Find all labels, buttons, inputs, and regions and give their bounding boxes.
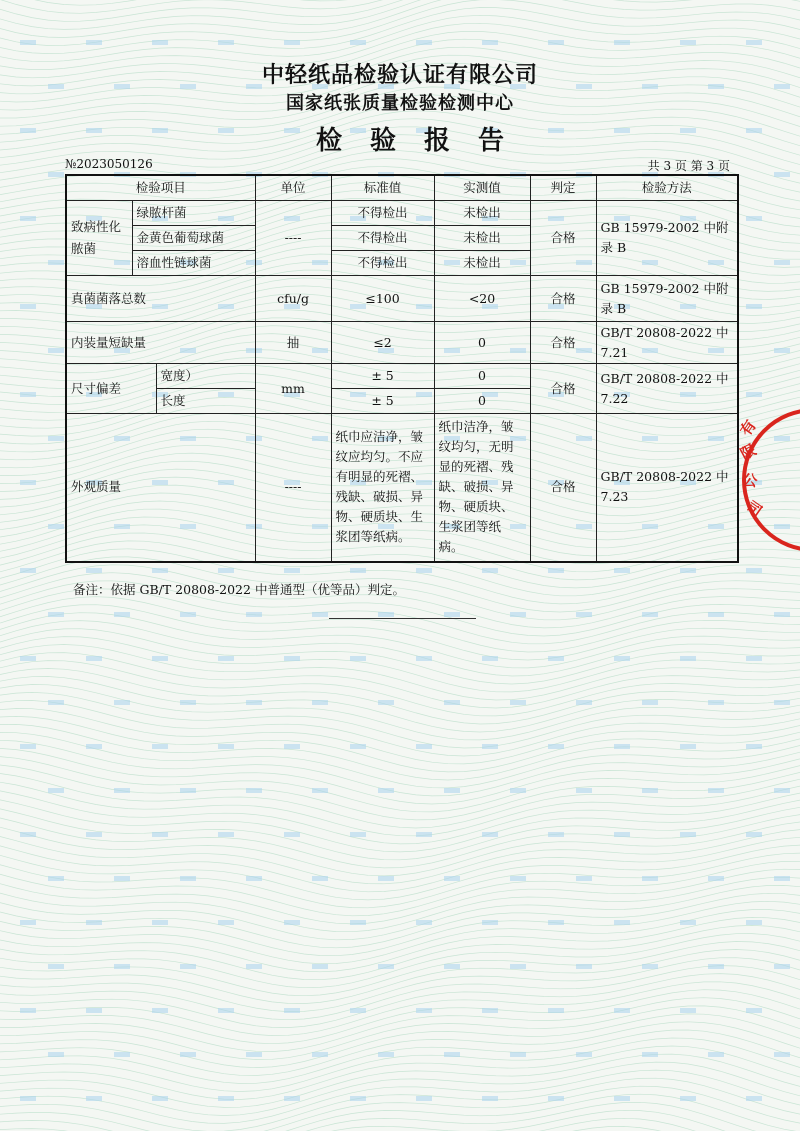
watermark-mark bbox=[48, 964, 64, 969]
row-label: 外观质量 bbox=[66, 414, 255, 562]
measured-cell: 未检出 bbox=[434, 201, 530, 226]
guilloche-line bbox=[0, 934, 800, 988]
watermark-mark bbox=[20, 920, 36, 925]
watermark-mark bbox=[642, 876, 658, 881]
watermark-mark bbox=[510, 788, 526, 793]
watermark-mark bbox=[48, 348, 64, 353]
watermark-mark bbox=[48, 788, 64, 793]
watermark-mark bbox=[86, 744, 102, 749]
watermark-mark bbox=[284, 920, 300, 925]
measured-cell: <20 bbox=[434, 276, 530, 322]
watermark-mark bbox=[86, 920, 102, 925]
watermark-mark bbox=[20, 216, 36, 221]
watermark-mark bbox=[378, 788, 394, 793]
watermark-mark bbox=[152, 832, 168, 837]
col-header-standard: 标准值 bbox=[331, 175, 434, 201]
watermark-mark bbox=[746, 1008, 762, 1013]
row-label: 绿脓杆菌 bbox=[132, 201, 255, 226]
watermark-mark bbox=[708, 788, 724, 793]
guilloche-line bbox=[0, 1110, 800, 1131]
watermark-mark bbox=[48, 260, 64, 265]
guilloche-line bbox=[0, 0, 800, 21]
watermark-mark bbox=[614, 656, 630, 661]
watermark-mark bbox=[350, 656, 366, 661]
watermark-mark bbox=[576, 1052, 592, 1057]
method-cell: GB 15979-2002 中附录 B bbox=[596, 201, 738, 276]
unit-cell: 抽 bbox=[255, 322, 331, 364]
watermark-mark bbox=[680, 744, 696, 749]
table-header-row bbox=[66, 175, 738, 201]
svg-text:司: 司 bbox=[742, 497, 766, 521]
watermark-mark bbox=[746, 1096, 762, 1101]
watermark-mark bbox=[774, 1052, 790, 1057]
standard-cell: ≤100 bbox=[331, 276, 434, 322]
watermark-mark bbox=[350, 832, 366, 837]
watermark-mark bbox=[746, 832, 762, 837]
watermark-mark bbox=[152, 1008, 168, 1013]
watermark-mark bbox=[642, 612, 658, 617]
watermark-mark bbox=[774, 612, 790, 617]
watermark-mark bbox=[708, 700, 724, 705]
standard-cell: ≤2 bbox=[331, 322, 434, 364]
measured-cell: 纸巾洁净，皱纹均匀，无明显的死褶、残缺、破损、异物、硬质块、生浆团等纸病。 bbox=[434, 414, 530, 562]
watermark-mark bbox=[312, 876, 328, 881]
watermark-mark bbox=[152, 40, 168, 45]
watermark-mark bbox=[378, 876, 394, 881]
watermark-mark bbox=[680, 40, 696, 45]
watermark-mark bbox=[482, 40, 498, 45]
watermark-mark bbox=[482, 656, 498, 661]
watermark-mark bbox=[350, 920, 366, 925]
pathogenic-group-label: 致病性化脓菌 bbox=[66, 201, 132, 276]
standard-cell: 不得检出 bbox=[331, 251, 434, 276]
table-row bbox=[66, 322, 738, 364]
watermark-mark bbox=[708, 1052, 724, 1057]
watermark-mark bbox=[746, 304, 762, 309]
watermark-mark bbox=[416, 40, 432, 45]
watermark-mark bbox=[482, 920, 498, 925]
measured-cell: 0 bbox=[434, 322, 530, 364]
watermark-mark bbox=[548, 1008, 564, 1013]
watermark-mark bbox=[312, 1052, 328, 1057]
watermark-mark bbox=[114, 1052, 130, 1057]
svg-text:有: 有 bbox=[736, 416, 760, 440]
watermark-mark bbox=[482, 1096, 498, 1101]
watermark-mark bbox=[284, 832, 300, 837]
watermark-mark bbox=[746, 656, 762, 661]
watermark-mark bbox=[416, 568, 432, 573]
watermark-mark bbox=[416, 1096, 432, 1101]
watermark-mark bbox=[444, 700, 460, 705]
watermark-mark bbox=[482, 832, 498, 837]
watermark-mark bbox=[642, 700, 658, 705]
watermark-mark bbox=[378, 964, 394, 969]
watermark-mark bbox=[114, 788, 130, 793]
watermark-mark bbox=[576, 964, 592, 969]
watermark-mark bbox=[284, 744, 300, 749]
row-label: 宽度） bbox=[156, 364, 255, 389]
unit-cell: ---- bbox=[255, 201, 331, 276]
unit-cell: ---- bbox=[255, 414, 331, 562]
watermark-mark bbox=[378, 612, 394, 617]
row-label: 金黄色葡萄球菌 bbox=[132, 226, 255, 251]
report-number: №2023050126 bbox=[65, 157, 153, 171]
watermark-mark bbox=[180, 612, 196, 617]
guilloche-line bbox=[0, 597, 800, 652]
watermark-mark bbox=[774, 964, 790, 969]
watermark-mark bbox=[378, 1052, 394, 1057]
watermark-mark bbox=[416, 744, 432, 749]
guilloche-line bbox=[0, 748, 800, 804]
watermark-mark bbox=[20, 480, 36, 485]
watermark-mark bbox=[746, 568, 762, 573]
watermark-mark bbox=[48, 1052, 64, 1057]
watermark-mark bbox=[114, 700, 130, 705]
watermark-mark bbox=[576, 788, 592, 793]
watermark-mark bbox=[614, 832, 630, 837]
table-row bbox=[66, 414, 738, 562]
guilloche-line bbox=[0, 1118, 800, 1131]
watermark-mark bbox=[312, 788, 328, 793]
watermark-mark bbox=[20, 1008, 36, 1013]
watermark-mark bbox=[48, 876, 64, 881]
guilloche-line bbox=[0, 901, 800, 955]
svg-text:公: 公 bbox=[741, 471, 759, 491]
watermark-mark bbox=[20, 392, 36, 397]
watermark-mark bbox=[774, 260, 790, 265]
watermark-mark bbox=[180, 788, 196, 793]
watermark-mark bbox=[482, 744, 498, 749]
guilloche-line bbox=[0, 837, 800, 892]
watermark-mark bbox=[246, 964, 262, 969]
watermark-mark bbox=[20, 832, 36, 837]
method-cell: GB/T 20808-2022 中 7.23 bbox=[596, 414, 738, 562]
row-label: 长度 bbox=[156, 389, 255, 414]
watermark-mark bbox=[548, 568, 564, 573]
watermark-mark bbox=[680, 656, 696, 661]
watermark-mark bbox=[708, 876, 724, 881]
watermark-mark bbox=[246, 1052, 262, 1057]
watermark-mark bbox=[152, 920, 168, 925]
standard-cell: 不得检出 bbox=[331, 226, 434, 251]
guilloche-line bbox=[0, 861, 800, 916]
watermark-mark bbox=[642, 1052, 658, 1057]
end-divider bbox=[329, 618, 476, 619]
watermark-mark bbox=[774, 172, 790, 177]
watermark-mark bbox=[746, 392, 762, 397]
watermark-mark bbox=[614, 1096, 630, 1101]
watermark-mark bbox=[246, 876, 262, 881]
watermark-mark bbox=[246, 700, 262, 705]
guilloche-line bbox=[0, 990, 800, 1044]
watermark-mark bbox=[614, 40, 630, 45]
watermark-mark bbox=[548, 744, 564, 749]
watermark-mark bbox=[510, 876, 526, 881]
watermark-mark bbox=[774, 876, 790, 881]
watermark-mark bbox=[20, 304, 36, 309]
judgement-cell: 合格 bbox=[530, 322, 596, 364]
watermark-mark bbox=[510, 964, 526, 969]
watermark-mark bbox=[774, 348, 790, 353]
svg-text:限: 限 bbox=[737, 440, 760, 464]
watermark-mark bbox=[350, 40, 366, 45]
watermark-mark bbox=[246, 788, 262, 793]
method-cell: GB 15979-2002 中附录 B bbox=[596, 276, 738, 322]
watermark-mark bbox=[48, 524, 64, 529]
org-name: 中轻纸品检验认证有限公司 bbox=[261, 63, 538, 88]
watermark-mark bbox=[614, 920, 630, 925]
watermark-mark bbox=[218, 1096, 234, 1101]
watermark-mark bbox=[20, 744, 36, 749]
watermark-mark bbox=[114, 612, 130, 617]
watermark-mark bbox=[218, 656, 234, 661]
watermark-mark bbox=[218, 832, 234, 837]
measured-cell: 0 bbox=[434, 389, 530, 414]
judgement-cell: 合格 bbox=[530, 276, 596, 322]
watermark-mark bbox=[48, 612, 64, 617]
watermark-mark bbox=[444, 1052, 460, 1057]
guilloche-line bbox=[0, 845, 800, 900]
col-header-method: 检验方法 bbox=[596, 175, 738, 201]
guilloche-line bbox=[0, 1006, 800, 1060]
watermark-mark bbox=[576, 700, 592, 705]
watermark-mark bbox=[20, 40, 36, 45]
official-seal bbox=[736, 405, 800, 555]
watermark-mark bbox=[20, 1096, 36, 1101]
watermark-mark bbox=[20, 568, 36, 573]
table-row bbox=[66, 276, 738, 322]
watermark-mark bbox=[614, 1008, 630, 1013]
watermark-mark bbox=[152, 1096, 168, 1101]
watermark-mark bbox=[86, 568, 102, 573]
watermark-mark bbox=[680, 1096, 696, 1101]
guilloche-line bbox=[0, 1078, 800, 1131]
watermark-mark bbox=[614, 744, 630, 749]
watermark-mark bbox=[614, 568, 630, 573]
watermark-mark bbox=[48, 172, 64, 177]
judgement-cell: 合格 bbox=[530, 201, 596, 276]
guilloche-line bbox=[0, 950, 800, 1004]
watermark-mark bbox=[774, 788, 790, 793]
guilloche-line bbox=[0, 885, 800, 939]
watermark-mark bbox=[746, 40, 762, 45]
row-label: 内装量短缺量 bbox=[66, 322, 255, 364]
watermark-mark bbox=[20, 656, 36, 661]
watermark-mark bbox=[510, 612, 526, 617]
watermark-mark bbox=[180, 1052, 196, 1057]
watermark-mark bbox=[548, 1096, 564, 1101]
watermark-mark bbox=[86, 832, 102, 837]
watermark-mark bbox=[218, 744, 234, 749]
standard-cell: ± 5 bbox=[331, 389, 434, 414]
unit-cell: cfu/g bbox=[255, 276, 331, 322]
page-info: 共 3 页 第 3 页 bbox=[647, 159, 730, 173]
method-cell: GB/T 20808-2022 中 7.21 bbox=[596, 322, 738, 364]
remark-note: 备注：依据 GB/T 20808-2022 中普通型（优等品）判定。 bbox=[73, 582, 405, 597]
watermark-mark bbox=[774, 700, 790, 705]
watermark-mark bbox=[416, 832, 432, 837]
watermark-mark bbox=[312, 964, 328, 969]
watermark-mark bbox=[284, 656, 300, 661]
guilloche-line bbox=[0, 998, 800, 1052]
watermark-mark bbox=[350, 568, 366, 573]
watermark-mark bbox=[680, 1008, 696, 1013]
watermark-mark bbox=[642, 964, 658, 969]
row-label: 真菌菌落总数 bbox=[66, 276, 255, 322]
watermark-mark bbox=[416, 920, 432, 925]
col-header-item: 检验项目 bbox=[66, 175, 255, 201]
watermark-mark bbox=[482, 1008, 498, 1013]
watermark-mark bbox=[152, 656, 168, 661]
watermark-mark bbox=[86, 40, 102, 45]
watermark-mark bbox=[312, 700, 328, 705]
watermark-mark bbox=[152, 568, 168, 573]
standard-cell: 纸巾应洁净，皱纹应均匀。不应有明显的死褶、残缺、破损、异物、硬质块、生浆团等纸病。 bbox=[331, 414, 434, 562]
watermark-mark bbox=[576, 876, 592, 881]
judgement-cell: 合格 bbox=[530, 414, 596, 562]
document-title: 检验报告 bbox=[315, 126, 532, 156]
watermark-mark bbox=[152, 744, 168, 749]
watermark-mark bbox=[284, 568, 300, 573]
watermark-mark bbox=[114, 964, 130, 969]
table-row bbox=[66, 201, 738, 226]
watermark-mark bbox=[284, 1008, 300, 1013]
measured-cell: 未检出 bbox=[434, 226, 530, 251]
watermark-mark bbox=[548, 656, 564, 661]
watermark-mark bbox=[548, 920, 564, 925]
watermark-mark bbox=[48, 700, 64, 705]
watermark-mark bbox=[680, 832, 696, 837]
watermark-mark bbox=[416, 1008, 432, 1013]
watermark-mark bbox=[680, 920, 696, 925]
watermark-mark bbox=[576, 612, 592, 617]
guilloche-line bbox=[0, 925, 800, 979]
watermark-mark bbox=[510, 1052, 526, 1057]
guilloche-line bbox=[0, 1062, 800, 1115]
watermark-mark bbox=[708, 612, 724, 617]
measured-cell: 未检出 bbox=[434, 251, 530, 276]
watermark-mark bbox=[444, 876, 460, 881]
method-cell: GB/T 20808-2022 中 7.22 bbox=[596, 364, 738, 414]
standard-cell: ± 5 bbox=[331, 364, 434, 389]
unit-cell: mm bbox=[255, 364, 331, 414]
watermark-mark bbox=[510, 700, 526, 705]
watermark-mark bbox=[708, 964, 724, 969]
measured-cell: 0 bbox=[434, 364, 530, 389]
inspection-table bbox=[65, 174, 739, 563]
watermark-mark bbox=[680, 568, 696, 573]
watermark-mark bbox=[642, 788, 658, 793]
watermark-mark bbox=[378, 700, 394, 705]
col-header-measured: 实测值 bbox=[434, 175, 530, 201]
watermark-mark bbox=[548, 40, 564, 45]
guilloche-line bbox=[0, 669, 800, 725]
watermark-mark bbox=[218, 568, 234, 573]
watermark-mark bbox=[312, 612, 328, 617]
row-label: 溶血性链球菌 bbox=[132, 251, 255, 276]
watermark-mark bbox=[548, 832, 564, 837]
center-name: 国家纸张质量检验检测中心 bbox=[286, 93, 514, 114]
col-header-judgement: 判定 bbox=[530, 175, 596, 201]
watermark-mark bbox=[218, 920, 234, 925]
watermark-mark bbox=[284, 40, 300, 45]
watermark-mark bbox=[350, 1008, 366, 1013]
watermark-mark bbox=[180, 700, 196, 705]
watermark-mark bbox=[86, 656, 102, 661]
judgement-cell: 合格 bbox=[530, 364, 596, 414]
standard-cell: 不得检出 bbox=[331, 201, 434, 226]
watermark-mark bbox=[86, 1008, 102, 1013]
watermark-mark bbox=[350, 1096, 366, 1101]
watermark-mark bbox=[48, 436, 64, 441]
watermark-mark bbox=[350, 744, 366, 749]
watermark-mark bbox=[444, 788, 460, 793]
watermark-mark bbox=[218, 40, 234, 45]
watermark-mark bbox=[416, 656, 432, 661]
watermark-mark bbox=[180, 876, 196, 881]
size-group-label: 尺寸偏差 bbox=[66, 364, 156, 414]
watermark-mark bbox=[180, 964, 196, 969]
table-row bbox=[66, 364, 738, 389]
watermark-mark bbox=[746, 744, 762, 749]
watermark-mark bbox=[444, 964, 460, 969]
guilloche-line bbox=[0, 732, 800, 788]
watermark-mark bbox=[218, 1008, 234, 1013]
guilloche-line bbox=[0, 685, 800, 740]
watermark-mark bbox=[246, 612, 262, 617]
watermark-mark bbox=[482, 568, 498, 573]
col-header-unit: 单位 bbox=[255, 175, 331, 201]
watermark-mark bbox=[284, 1096, 300, 1101]
watermark-mark bbox=[86, 1096, 102, 1101]
guilloche-line bbox=[0, 1086, 800, 1131]
watermark-mark bbox=[746, 920, 762, 925]
watermark-mark bbox=[444, 612, 460, 617]
guilloche-line bbox=[0, 661, 800, 716]
watermark-mark bbox=[114, 876, 130, 881]
watermark-mark bbox=[746, 216, 762, 221]
